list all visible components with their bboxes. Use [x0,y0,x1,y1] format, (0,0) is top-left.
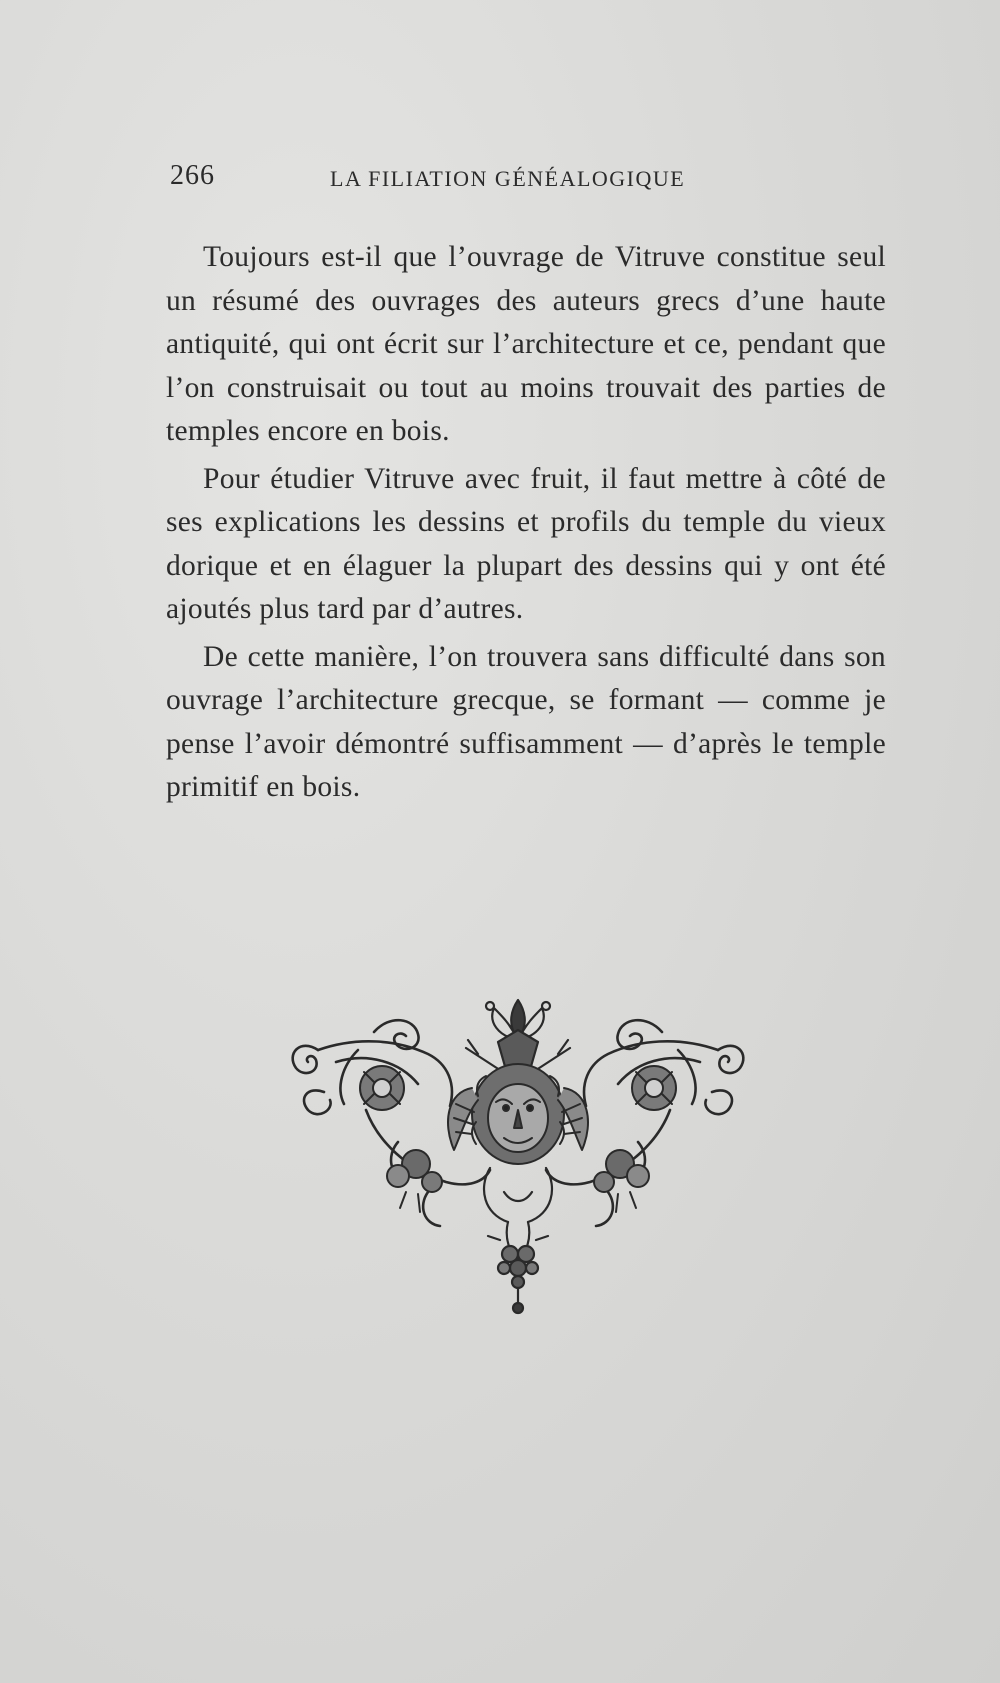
paragraph-1: Toujours est-il que l’ouvrage de Vitruve constitue seul un résumé des ouvrages des auteurs grecs d’une haute antiquité, qui ont écrit sur l’architecture et ce, pendant que l’on construisait ou tout au moins trouvait des parties de temples encore en bois. [166,241,886,447]
lion-mask-scroll-ornament-icon [278,992,758,1317]
page-header [170,160,890,200]
page-number: 266 [170,160,215,191]
body-text [166,236,886,814]
running-title: LA FILIATION GÉNÉALOGIQUE [330,166,686,191]
paragraph-3: De cette manière, l’on trouvera sans difficulté dans son ouvrage l’architecture grecque, se formant — comme je pense l’avoir démontré suffisamment — d’après le temple primitif en bois. [166,640,886,803]
paragraph-2: Pour étudier Vitruve avec fruit, il faut mettre à côté de ses explications les dessins et profils du temple du vieux dorique et en élaguer la plupart des dessins qui y ont été ajoutés plus tard par d’autres. [166,462,886,625]
